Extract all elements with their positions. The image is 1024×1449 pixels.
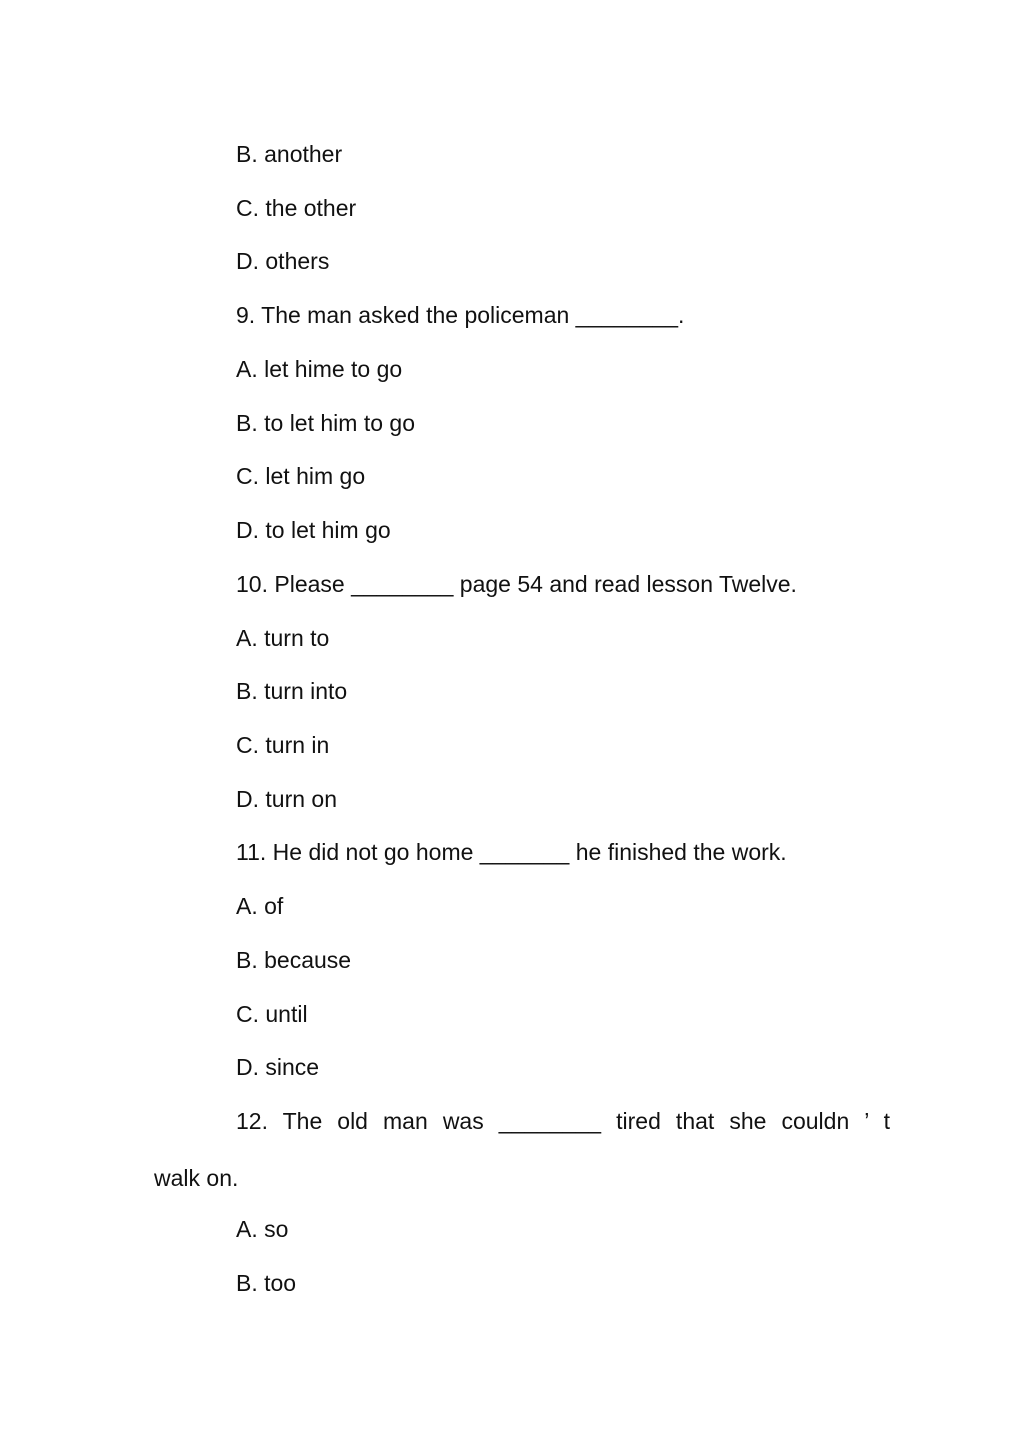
q10-option-b: B. turn into (236, 678, 348, 704)
q8-option-d: D. others (236, 248, 330, 274)
q9-option-c: C. let him go (236, 463, 366, 489)
q9-option-b: B. to let him to go (236, 410, 415, 436)
q12-option-b: B. too (236, 1270, 297, 1296)
q11-option-b: B. because (236, 947, 352, 973)
q10-stem: 10. Please ________ page 54 and read lesson Twelve. (236, 571, 797, 597)
q9-stem: 9. The man asked the policeman ________. (236, 302, 685, 328)
q12-stem-line2: walk on. (154, 1165, 239, 1191)
q8-option-b: B. another (236, 141, 343, 167)
q11-stem: 11. He did not go home _______ he finished the work. (236, 839, 787, 865)
q9-option-d: D. to let him go (236, 517, 391, 543)
q10-option-d: D. turn on (236, 786, 337, 812)
q9-option-a: A. let hime to go (236, 356, 403, 382)
q10-option-a: A. turn to (236, 625, 330, 651)
q12-stem-line1: 12. The old man was ________ tired that she couldn ’ t (236, 1108, 890, 1134)
q8-option-c: C. the other (236, 195, 357, 221)
q12-option-a: A. so (236, 1216, 289, 1242)
q11-option-a: A. of (236, 893, 284, 919)
q10-option-c: C. turn in (236, 732, 330, 758)
q11-option-d: D. since (236, 1054, 320, 1080)
q11-option-c: C. until (236, 1001, 308, 1027)
